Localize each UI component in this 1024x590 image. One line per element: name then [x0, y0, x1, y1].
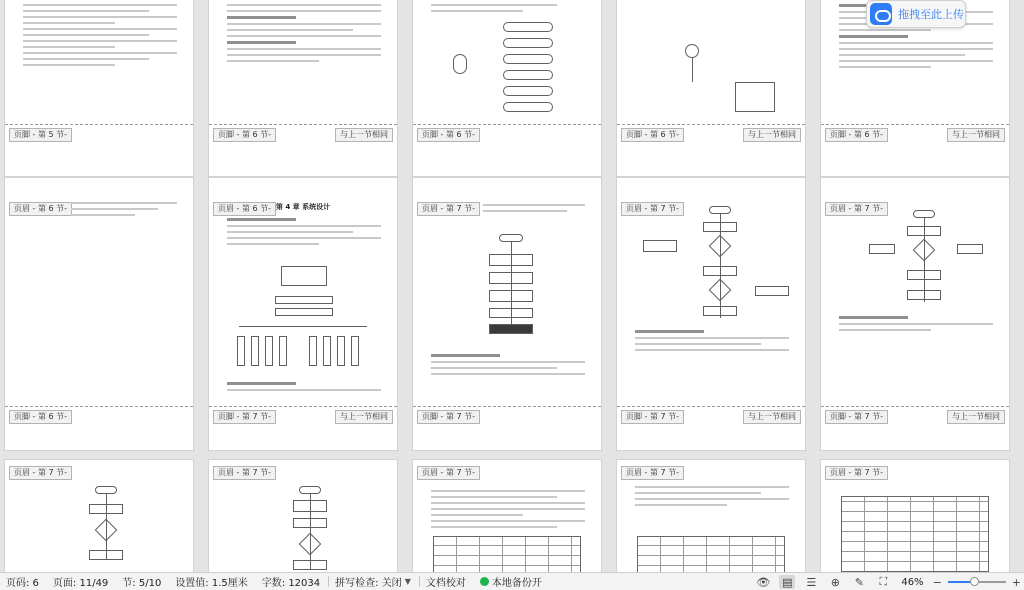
- chevron-down-icon: ▼: [404, 577, 411, 586]
- proofread-button[interactable]: 文档校对: [425, 578, 466, 589]
- header-label: 页眉 - 第 6 节-: [213, 202, 276, 216]
- footer-label: 页脚 - 第 7 节-: [621, 410, 684, 424]
- footer-label: 页脚 - 第 7 节-: [825, 410, 888, 424]
- page-thumbnail[interactable]: [5, 178, 193, 450]
- footer-label: 页脚 - 第 6 节-: [825, 128, 888, 142]
- setting-value[interactable]: 设置值: 1.5厘米: [175, 578, 248, 589]
- header-label: 页眉 - 第 7 节-: [621, 466, 684, 480]
- section-indicator[interactable]: 节: 5/10: [122, 578, 162, 589]
- header-label: 页眉 - 第 7 节-: [621, 202, 684, 216]
- web-icon[interactable]: ⊕: [830, 575, 840, 589]
- backup-status-icon: [480, 577, 489, 586]
- same-as-previous-label: 与上一节相同: [947, 128, 1005, 142]
- pen-icon[interactable]: ✎: [854, 575, 864, 589]
- footer-label: 页脚 - 第 6 节-: [213, 128, 276, 142]
- header-label: 页眉 - 第 7 节-: [825, 202, 888, 216]
- page-thumbnail[interactable]: [617, 178, 805, 450]
- same-as-previous-label: 与上一节相同: [743, 128, 801, 142]
- page-thumbnail[interactable]: [5, 460, 193, 572]
- footer-label: 页脚 - 第 6 节-: [417, 128, 480, 142]
- page-thumbnail[interactable]: [209, 178, 397, 450]
- page-thumbnail[interactable]: [209, 460, 397, 572]
- page-count[interactable]: 页码: 6: [6, 578, 39, 589]
- footer-label: 页脚 - 第 5 节-: [9, 128, 72, 142]
- header-label: 页眉 - 第 7 节-: [417, 202, 480, 216]
- fit-icon[interactable]: ⛶: [879, 575, 888, 588]
- page-thumbnail[interactable]: [413, 460, 601, 572]
- header-label: 页眉 - 第 7 节-: [417, 466, 480, 480]
- upload-dropzone[interactable]: [866, 0, 966, 28]
- list-icon[interactable]: ☰: [806, 575, 817, 589]
- header-label: 页眉 - 第 7 节-: [825, 466, 888, 480]
- page-view-icon[interactable]: ▤: [779, 575, 795, 589]
- same-as-previous-label: 与上一节相同: [335, 128, 393, 142]
- spellcheck-label: 拼写检查: 关闭: [335, 578, 402, 589]
- chapter-heading: 第 4 章 系统设计: [275, 203, 331, 211]
- zoom-level[interactable]: 46%: [901, 576, 924, 588]
- backup-toggle[interactable]: [480, 574, 542, 589]
- footer-label: 页脚 - 第 7 节-: [213, 410, 276, 424]
- divider: [328, 576, 329, 587]
- same-as-previous-label: 与上一节相同: [947, 410, 1005, 424]
- page-thumbnail[interactable]: [821, 460, 1009, 572]
- page-thumbnail[interactable]: [5, 0, 193, 176]
- plus-icon[interactable]: +: [1011, 575, 1021, 589]
- page-thumbnail[interactable]: [617, 0, 805, 176]
- status-bar: [0, 572, 1024, 590]
- page-thumbnail[interactable]: [413, 178, 601, 450]
- header-label: 页眉 - 第 7 节-: [213, 466, 276, 480]
- zoom-slider[interactable]: [948, 581, 1006, 583]
- same-as-previous-label: 与上一节相同: [335, 410, 393, 424]
- zoom-slider-handle[interactable]: [970, 577, 979, 586]
- footer-label: 页脚 - 第 6 节-: [9, 410, 72, 424]
- same-as-previous-label: 与上一节相同: [743, 410, 801, 424]
- page-position[interactable]: 页面: 11/49: [52, 578, 109, 589]
- page-thumbnail[interactable]: [413, 0, 601, 176]
- page-thumbnail[interactable]: [821, 178, 1009, 450]
- footer-label: 页脚 - 第 7 节-: [417, 410, 480, 424]
- header-label: 页眉 - 第 7 节-: [9, 466, 72, 480]
- cloud-upload-icon: [870, 3, 892, 25]
- page-thumbnail[interactable]: [209, 0, 397, 176]
- view-tools: [751, 573, 1024, 590]
- eye-icon[interactable]: 👁: [756, 575, 771, 589]
- header-label: 页眉 - 第 6 节-: [9, 202, 72, 216]
- divider: [419, 576, 420, 587]
- minus-icon[interactable]: −: [932, 575, 942, 589]
- footer-label: 页脚 - 第 6 节-: [621, 128, 684, 142]
- page-thumbnail[interactable]: [617, 460, 805, 572]
- spellcheck-toggle[interactable]: [335, 574, 411, 589]
- upload-label: 拖拽至此上传: [898, 8, 964, 21]
- backup-label: 本地备份开: [491, 578, 542, 589]
- word-count[interactable]: 字数: 12034: [261, 578, 321, 589]
